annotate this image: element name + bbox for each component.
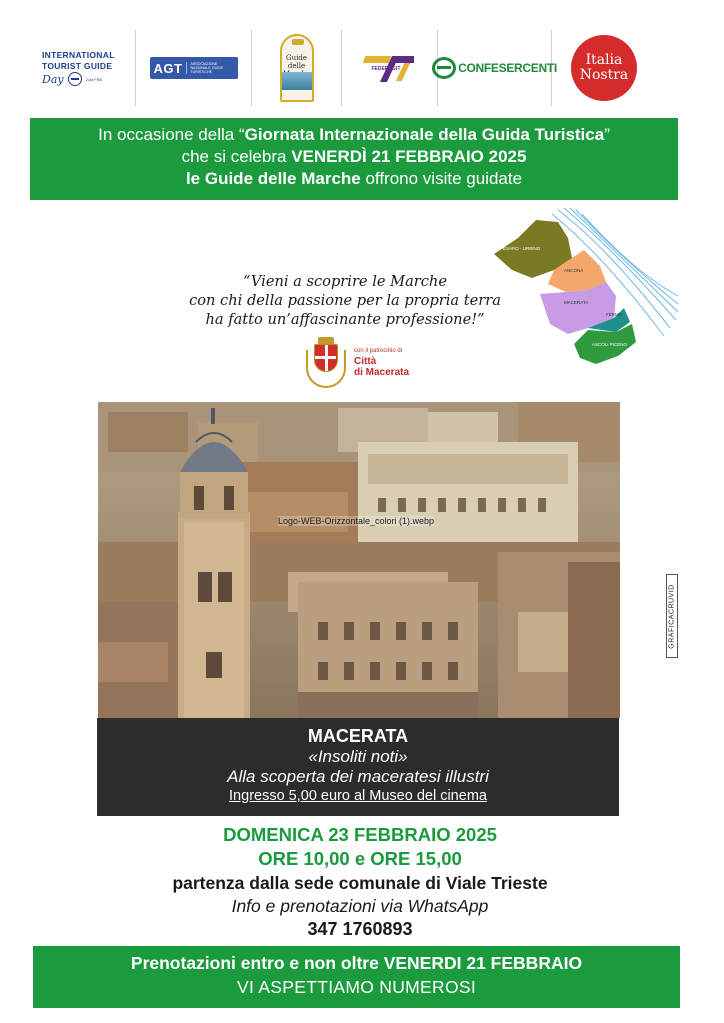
photo-alt-text: Logo-WEB-Orizzontale_colori (1).webp	[278, 516, 435, 526]
partner-logos	[28, 30, 678, 106]
patronage-label: con il patrocinio di	[354, 348, 403, 354]
quote-line-3: ha fatto un’affascinante professione!”	[205, 311, 485, 328]
confesercenti-logo	[438, 30, 557, 106]
event-entry-fee: Ingresso 5,00 euro al Museo del cinema	[229, 788, 487, 804]
rooftops-illustration	[98, 402, 620, 718]
italia-nostra-text-2: Nostra	[579, 67, 629, 83]
italia-nostra-logo	[552, 30, 656, 106]
patronage-city-2: di Macerata	[354, 367, 410, 378]
booking-deadline-banner	[33, 946, 680, 1008]
intro-date: VENERDÌ 21 FEBBRAIO 2025	[291, 147, 527, 166]
federagit-logo	[342, 30, 438, 106]
guide-marche-logo	[252, 30, 342, 106]
macerata-crest-icon	[304, 336, 348, 390]
event-title: «Insoliti noti»	[308, 747, 408, 766]
agt-logo	[136, 30, 252, 106]
itg-day-logo	[28, 30, 136, 106]
graphic-credit	[666, 574, 678, 658]
agt-logo-mark: AGT	[153, 60, 183, 76]
guide-marche-logo-text: Guide delle	[286, 54, 307, 70]
globe-icon	[68, 72, 82, 86]
confesercenti-logo-text: CONFESERCENTI	[458, 61, 557, 75]
agt-logo-desc: ASSOCIAZIONE NAZIONALE GUIDE TURISTICHE	[186, 62, 237, 75]
booking-phone: 347 1760893	[307, 919, 413, 939]
patronage-block	[304, 336, 409, 390]
closing-message: VI ASPETTIAMO NUMEROSI	[237, 977, 476, 997]
marche-region-map	[488, 208, 678, 370]
quote-line-2: con chi della passione per la propria terra	[189, 292, 501, 309]
map-label-pesaro: PESARO - URBINO	[500, 246, 541, 251]
event-city: MACERATA	[307, 726, 409, 746]
intro-event-name: Giornata Internazionale della Guida Turistica	[244, 125, 605, 144]
event-subtitle: Alla scoperta dei maceratesi illustri	[227, 767, 489, 786]
intro-quote-close: ”	[604, 125, 610, 144]
map-label-ascoli: ASCOLI PICENO	[592, 342, 628, 347]
event-departure: partenza dalla sede comunale di Viale Trieste	[172, 873, 548, 893]
intro-banner	[30, 118, 678, 200]
crown-icon	[292, 39, 304, 45]
itg-logo-text: INTERNATIONAL TOURIST GUIDE	[42, 50, 115, 71]
federagit-logo-text: FEDERAGIT	[371, 66, 401, 72]
patronage-city-1: Città	[354, 356, 377, 367]
quote-line-1: “Vieni a scoprire le Marche	[243, 273, 447, 290]
event-title-box	[97, 718, 619, 816]
graphic-credit-text: GRAFICACRUVID	[668, 583, 676, 649]
map-label-fermo: FERMO	[606, 312, 623, 317]
booking-deadline: Prenotazioni entro e non oltre VENERDI 21 FEBBRAIO	[130, 953, 583, 973]
tagline-quote	[150, 272, 540, 329]
intro-guides: le Guide delle Marche	[185, 169, 361, 188]
itg-logo-day: Day	[42, 72, 64, 86]
intro-text: In occasione della “	[98, 125, 245, 144]
macerata-aerial-photo	[98, 402, 620, 718]
booking-info: Info e prenotazioni via WhatsApp	[231, 896, 489, 916]
map-label-ancona: ANCONA	[564, 268, 584, 273]
italia-nostra-text-1: Italia	[585, 52, 623, 68]
itg-logo-small: 21st FEB	[85, 76, 103, 82]
event-date: DOMENICA 23 FEBBRAIO 2025	[223, 824, 497, 845]
map-label-macerata: MACERATA	[564, 300, 589, 305]
confesercenti-emblem-icon	[432, 57, 456, 79]
event-times: ORE 10,00 e ORE 15,00	[258, 848, 462, 869]
intro-text-2: che si celebra	[181, 147, 292, 166]
intro-text-3: offrono visite guidate	[360, 169, 523, 188]
event-details	[30, 823, 690, 941]
